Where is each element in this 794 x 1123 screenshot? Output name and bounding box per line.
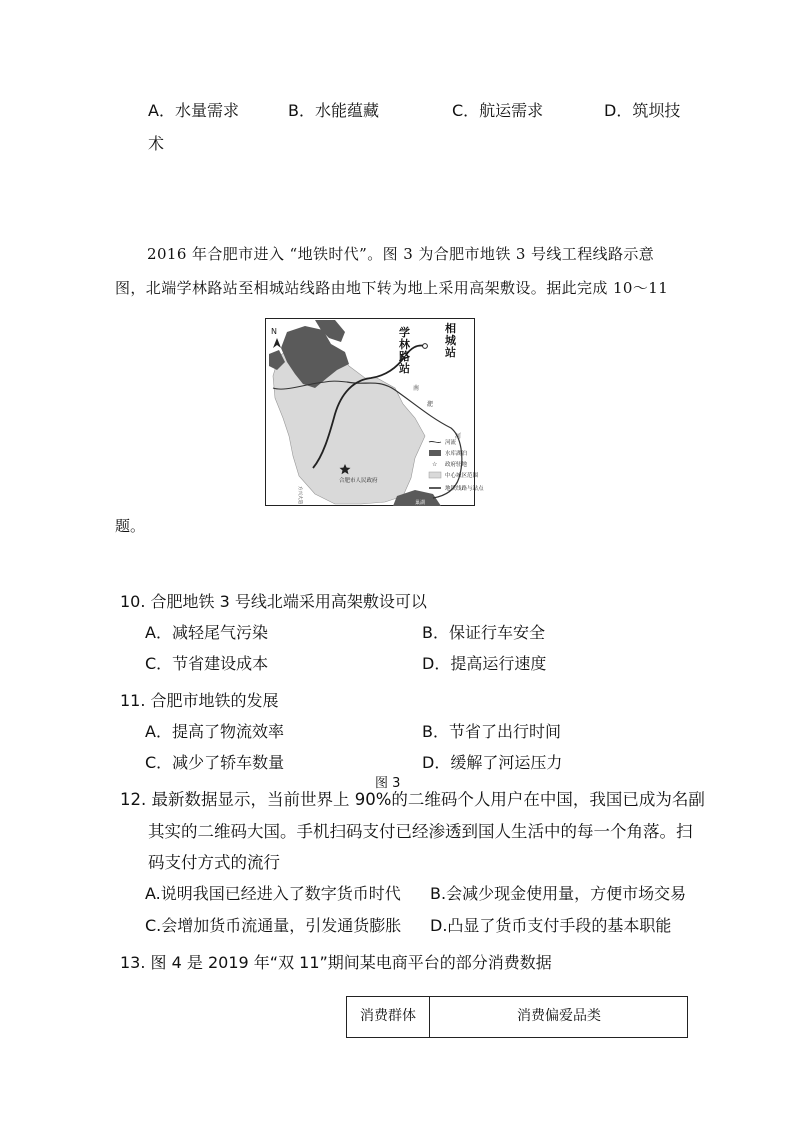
station-xuelin-char-1: 学 (399, 326, 410, 339)
station-xuelin-char-4: 站 (399, 362, 410, 375)
intro-line-2: 图，北端学林路站至相城站线路由地下转为地上采用高架敷设。据此完成 10～11 (115, 279, 669, 297)
metro-line-map (265, 318, 484, 506)
station-xiangcheng-char-3: 站 (445, 346, 456, 359)
legend-urban-icon (429, 472, 441, 478)
q11-stem: 11. 合肥市地铁的发展 (120, 691, 279, 710)
q10-stem: 10. 合肥地铁 3 号线北端采用高架敷设可以 (120, 592, 427, 611)
station-xiangcheng-char-2: 城 (445, 334, 456, 347)
lake-label: 巢湖 (415, 500, 426, 506)
legend-reservoir-icon (429, 450, 441, 456)
q9-option-a: A．水量需求 (148, 101, 239, 120)
q10-option-b: B．保证行车安全 (422, 623, 545, 642)
legend-reservoir-label: 水库湖泊 (445, 451, 468, 457)
river-label-1: 南 (413, 385, 420, 392)
q12-line-1: 12. 最新数据显示，当前世界上 90%的二维码个人用户在中国，我国已成为名副 (120, 790, 705, 809)
table-header-category: 消费偏爱品类 (517, 1008, 601, 1024)
legend-gov-icon: ☆ (432, 461, 438, 468)
table-header-group: 消费群体 (347, 997, 430, 1037)
river-label-3: 河 (455, 433, 462, 440)
intro-line-1: 2016 年合肥市进入 “地铁时代”。图 3 为合肥市地铁 3 号线工程线路示意 (147, 245, 655, 263)
legend-gov-label: 政府驻地 (445, 462, 468, 468)
q11-option-a: A．提高了物流效率 (145, 722, 284, 741)
q12-option-d: D.凸显了货币支付手段的基本职能 (430, 916, 672, 935)
q10-option-a: A．减轻尾气污染 (145, 623, 268, 642)
station-xuelin-char-2: 林 (399, 338, 410, 351)
q9-option-d: D．筑坝技 (604, 101, 681, 120)
river-label-2: 淝 (427, 401, 434, 408)
station-xiangcheng-char-1: 相 (445, 322, 456, 335)
q12-option-b: B.会减少现金使用量，方便市场交易 (430, 884, 687, 903)
figure-caption: 图 3 (375, 776, 401, 791)
q10-option-c: C．节省建设成本 (145, 654, 269, 673)
q9-option-d-continued: 术 (148, 134, 165, 153)
gov-label: 合肥市人民政府 (339, 478, 378, 484)
legend-urban-label: 中心城区范围 (445, 473, 479, 479)
q12-option-c: C.会增加货币流通量，引发通货膨胀 (145, 916, 402, 935)
intro-line-3: 题。 (115, 517, 146, 535)
q13-stem: 13. 图 4 是 2019 年“双 11”期间某电商平台的部分消费数据 (120, 953, 552, 972)
q11-option-d: D．缓解了河运压力 (422, 753, 563, 772)
station-xiangcheng-dot (423, 344, 428, 349)
q9-option-c: C．航运需求 (452, 101, 544, 120)
legend-river-label: 河流 (445, 440, 457, 446)
q10-option-d: D．提高运行速度 (422, 654, 547, 673)
q12-option-a: A.说明我国已经进入了数字货币时代 (145, 884, 401, 903)
north-label: N (271, 327, 277, 336)
q11-option-b: B．节省了出行时间 (422, 722, 561, 741)
consumption-table (346, 996, 688, 1038)
q11-option-c: C．减少了轿车数量 (145, 753, 285, 772)
q12-line-2: 其实的二维码大国。手机扫码支付已经渗透到国人生活中的每一个角落。扫 (148, 822, 693, 841)
station-xuelin-char-3: 路 (399, 350, 410, 363)
left-road-label: 方兴大道 (297, 486, 302, 504)
legend-metro-label: 地铁线路与站点 (445, 486, 484, 492)
q9-option-b: B．水能蕴藏 (288, 101, 379, 120)
q12-line-3: 码支付方式的流行 (148, 853, 280, 872)
